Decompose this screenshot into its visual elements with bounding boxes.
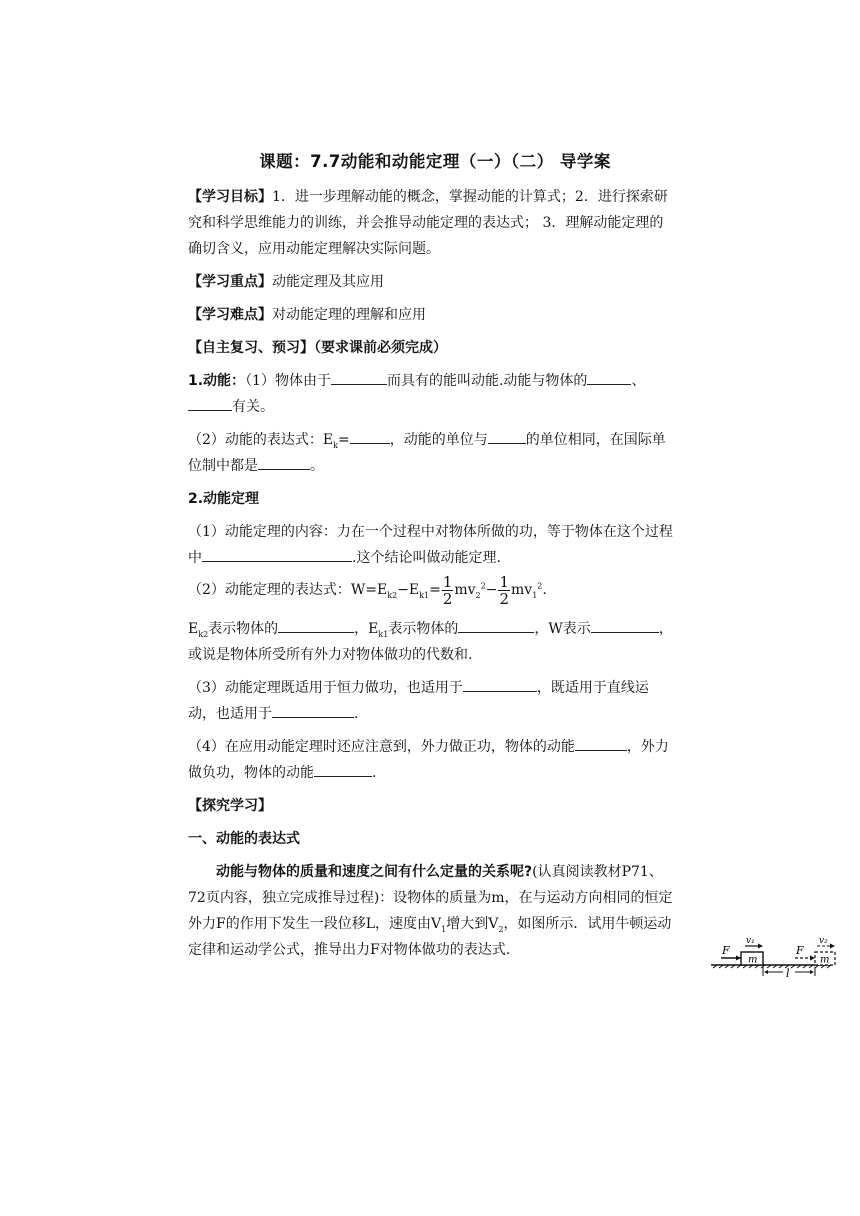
formula-end: . bbox=[542, 582, 547, 598]
answer-blank[interactable] bbox=[272, 703, 354, 718]
difficulties-text: 对动能定理的理解和应用 bbox=[272, 307, 426, 323]
fraction-numerator: 1 bbox=[499, 572, 510, 591]
fraction-numerator: 1 bbox=[442, 572, 453, 591]
answer-blank[interactable] bbox=[314, 762, 372, 777]
answer-blank[interactable] bbox=[350, 429, 390, 444]
formula-mv: mv bbox=[454, 582, 476, 598]
fraction-half bbox=[442, 574, 454, 607]
section1-heading: 1.动能： bbox=[188, 373, 246, 389]
answer-blank[interactable] bbox=[188, 396, 232, 411]
subscript: 1 bbox=[532, 590, 538, 600]
w-text-c: 或说是物体所受所有外力对物体做功的代数和. bbox=[188, 647, 473, 663]
derivation-text-b: 增大到V bbox=[446, 916, 499, 932]
answer-blank[interactable] bbox=[258, 455, 310, 470]
mass-label-initial: m bbox=[748, 954, 758, 966]
objectives-label: 【学习目标】 bbox=[188, 189, 272, 205]
answer-blank[interactable] bbox=[202, 547, 352, 562]
learning-objectives bbox=[188, 184, 675, 262]
key-points-text: 动能定理及其应用 bbox=[272, 274, 384, 290]
w-text-b: ， bbox=[658, 621, 673, 637]
formula-mv: mv bbox=[511, 582, 533, 598]
fraction-half bbox=[498, 574, 510, 607]
subscript: k bbox=[333, 440, 338, 450]
subscript: k2 bbox=[387, 590, 398, 600]
q1-text-a: （1）物体由于 bbox=[245, 373, 331, 389]
derivation-task bbox=[188, 859, 675, 963]
distance-label: l bbox=[786, 967, 790, 980]
key-points bbox=[188, 269, 675, 295]
ek2-text-b: 表示物体的 bbox=[208, 621, 279, 637]
formula-text-b: −E bbox=[397, 582, 420, 598]
answer-blank[interactable] bbox=[331, 370, 387, 385]
subscript: 1 bbox=[441, 924, 447, 934]
q2-text-d: 的单位相同，在国际单位制中都是 bbox=[188, 432, 666, 474]
theorem-q1-text-a: （1）动能定理的内容：力在一个过程中对物体所做的功，等于物体在这个过程中 bbox=[188, 524, 673, 566]
difficulties-label: 【学习难点】 bbox=[188, 307, 272, 323]
theorem-q3 bbox=[188, 675, 675, 727]
fraction-denominator: 2 bbox=[442, 589, 453, 608]
force-label-final: F bbox=[796, 944, 804, 957]
q1-text-c: 、 bbox=[631, 373, 646, 389]
answer-blank[interactable] bbox=[488, 429, 526, 444]
worksheet-body bbox=[188, 184, 675, 963]
fraction-denominator: 2 bbox=[499, 589, 510, 608]
theorem-q1-text-b: .这个结论叫做动能定理. bbox=[352, 550, 501, 566]
inquiry-heading: 【探究学习】 bbox=[188, 798, 272, 814]
key-points-label: 【学习重点】 bbox=[188, 274, 272, 290]
answer-blank[interactable] bbox=[587, 370, 631, 385]
superscript: 2 bbox=[480, 581, 486, 591]
formula-text-c: = bbox=[429, 582, 441, 598]
kinetic-energy-q1 bbox=[188, 368, 675, 420]
q2-text-c: ，动能的单位与 bbox=[389, 432, 488, 448]
motion-diagram bbox=[709, 930, 849, 982]
force-label-initial: F bbox=[722, 944, 730, 957]
subscript: 2 bbox=[498, 924, 504, 934]
subscript: 2 bbox=[475, 590, 481, 600]
subscript: k2 bbox=[198, 629, 209, 639]
q1-text-b: 而具有的能叫动能.动能与物体的 bbox=[386, 373, 588, 389]
q1-text-d: 有关。 bbox=[232, 399, 274, 415]
subscript: k1 bbox=[378, 629, 389, 639]
derivation-text-c: ，如图所示．试用牛顿运动定律和运动学公式，推导出力F对物体做功的表达式. bbox=[188, 916, 672, 958]
part1-heading: 一、动能的表达式 bbox=[188, 831, 300, 847]
q3-text-b: ，既适用于直线运动，也适用于 bbox=[188, 680, 649, 722]
ek1-text-b: 表示物体的 bbox=[388, 621, 459, 637]
objectives-text: 1．进一步理解动能的概念，掌握动能的计算式；2．进行探索研究和科学思维能力的训练，并会推导动能定理的表达式； 3．理解动能定理的确切含义，应用动能定理解决实际问题。 bbox=[188, 189, 668, 257]
q4-text-b: ，外力做负功，物体的动能 bbox=[188, 739, 669, 781]
w-text-a: ，W表示 bbox=[534, 621, 591, 637]
velocity-label-initial: v₁ bbox=[746, 936, 755, 946]
formula-minus: − bbox=[485, 582, 498, 598]
preview-heading: 【自主复习、预习】（要求课前必须完成） bbox=[188, 340, 447, 356]
subscript: k1 bbox=[419, 590, 430, 600]
superscript: 2 bbox=[537, 581, 543, 591]
ek2-text-a: E bbox=[188, 621, 199, 637]
page-title: 课题：7.7动能和动能定理（一）（二） 导学案 bbox=[259, 152, 611, 171]
section2-heading: 2.动能定理 bbox=[188, 491, 260, 507]
derivation-lead: 动能与物体的质量和速度之间有什么定量的关系呢? bbox=[216, 864, 533, 880]
answer-blank[interactable] bbox=[575, 736, 627, 751]
ek1-text-a: ，E bbox=[354, 621, 379, 637]
answer-blank[interactable] bbox=[458, 618, 534, 633]
derivation-text-a: (认真阅读教材P71、72页内容，独立完成推导过程)：设物体的质量为m，在与运动方向相同的恒定外力F的作用下发生一段位移L，速度由V bbox=[188, 864, 673, 932]
q3-text-c: . bbox=[354, 706, 359, 722]
q2-text-a: （2）动能的表达式：E bbox=[188, 432, 334, 448]
kinetic-energy-q2 bbox=[188, 427, 675, 479]
q2-text-e: 。 bbox=[310, 458, 324, 474]
difficulties bbox=[188, 302, 675, 328]
theorem-q4 bbox=[188, 734, 675, 786]
mass-label-final: m bbox=[820, 954, 830, 966]
formula-text-a: （2）动能定理的表达式：W=E bbox=[188, 582, 388, 598]
answer-blank[interactable] bbox=[463, 677, 537, 692]
q3-text-a: （3）动能定理既适用于恒力做功，也适用于 bbox=[188, 680, 463, 696]
q2-text-b: = bbox=[338, 432, 350, 448]
answer-blank[interactable] bbox=[278, 618, 354, 633]
velocity-label-final: v₂ bbox=[819, 936, 828, 946]
q4-text-c: . bbox=[372, 765, 377, 781]
answer-blank[interactable] bbox=[591, 618, 659, 633]
theorem-terms bbox=[188, 616, 675, 668]
q4-text-a: （4）在应用动能定理时还应注意到，外力做正功，物体的动能 bbox=[188, 739, 575, 755]
theorem-formula bbox=[188, 571, 675, 609]
theorem-q1 bbox=[188, 519, 675, 571]
